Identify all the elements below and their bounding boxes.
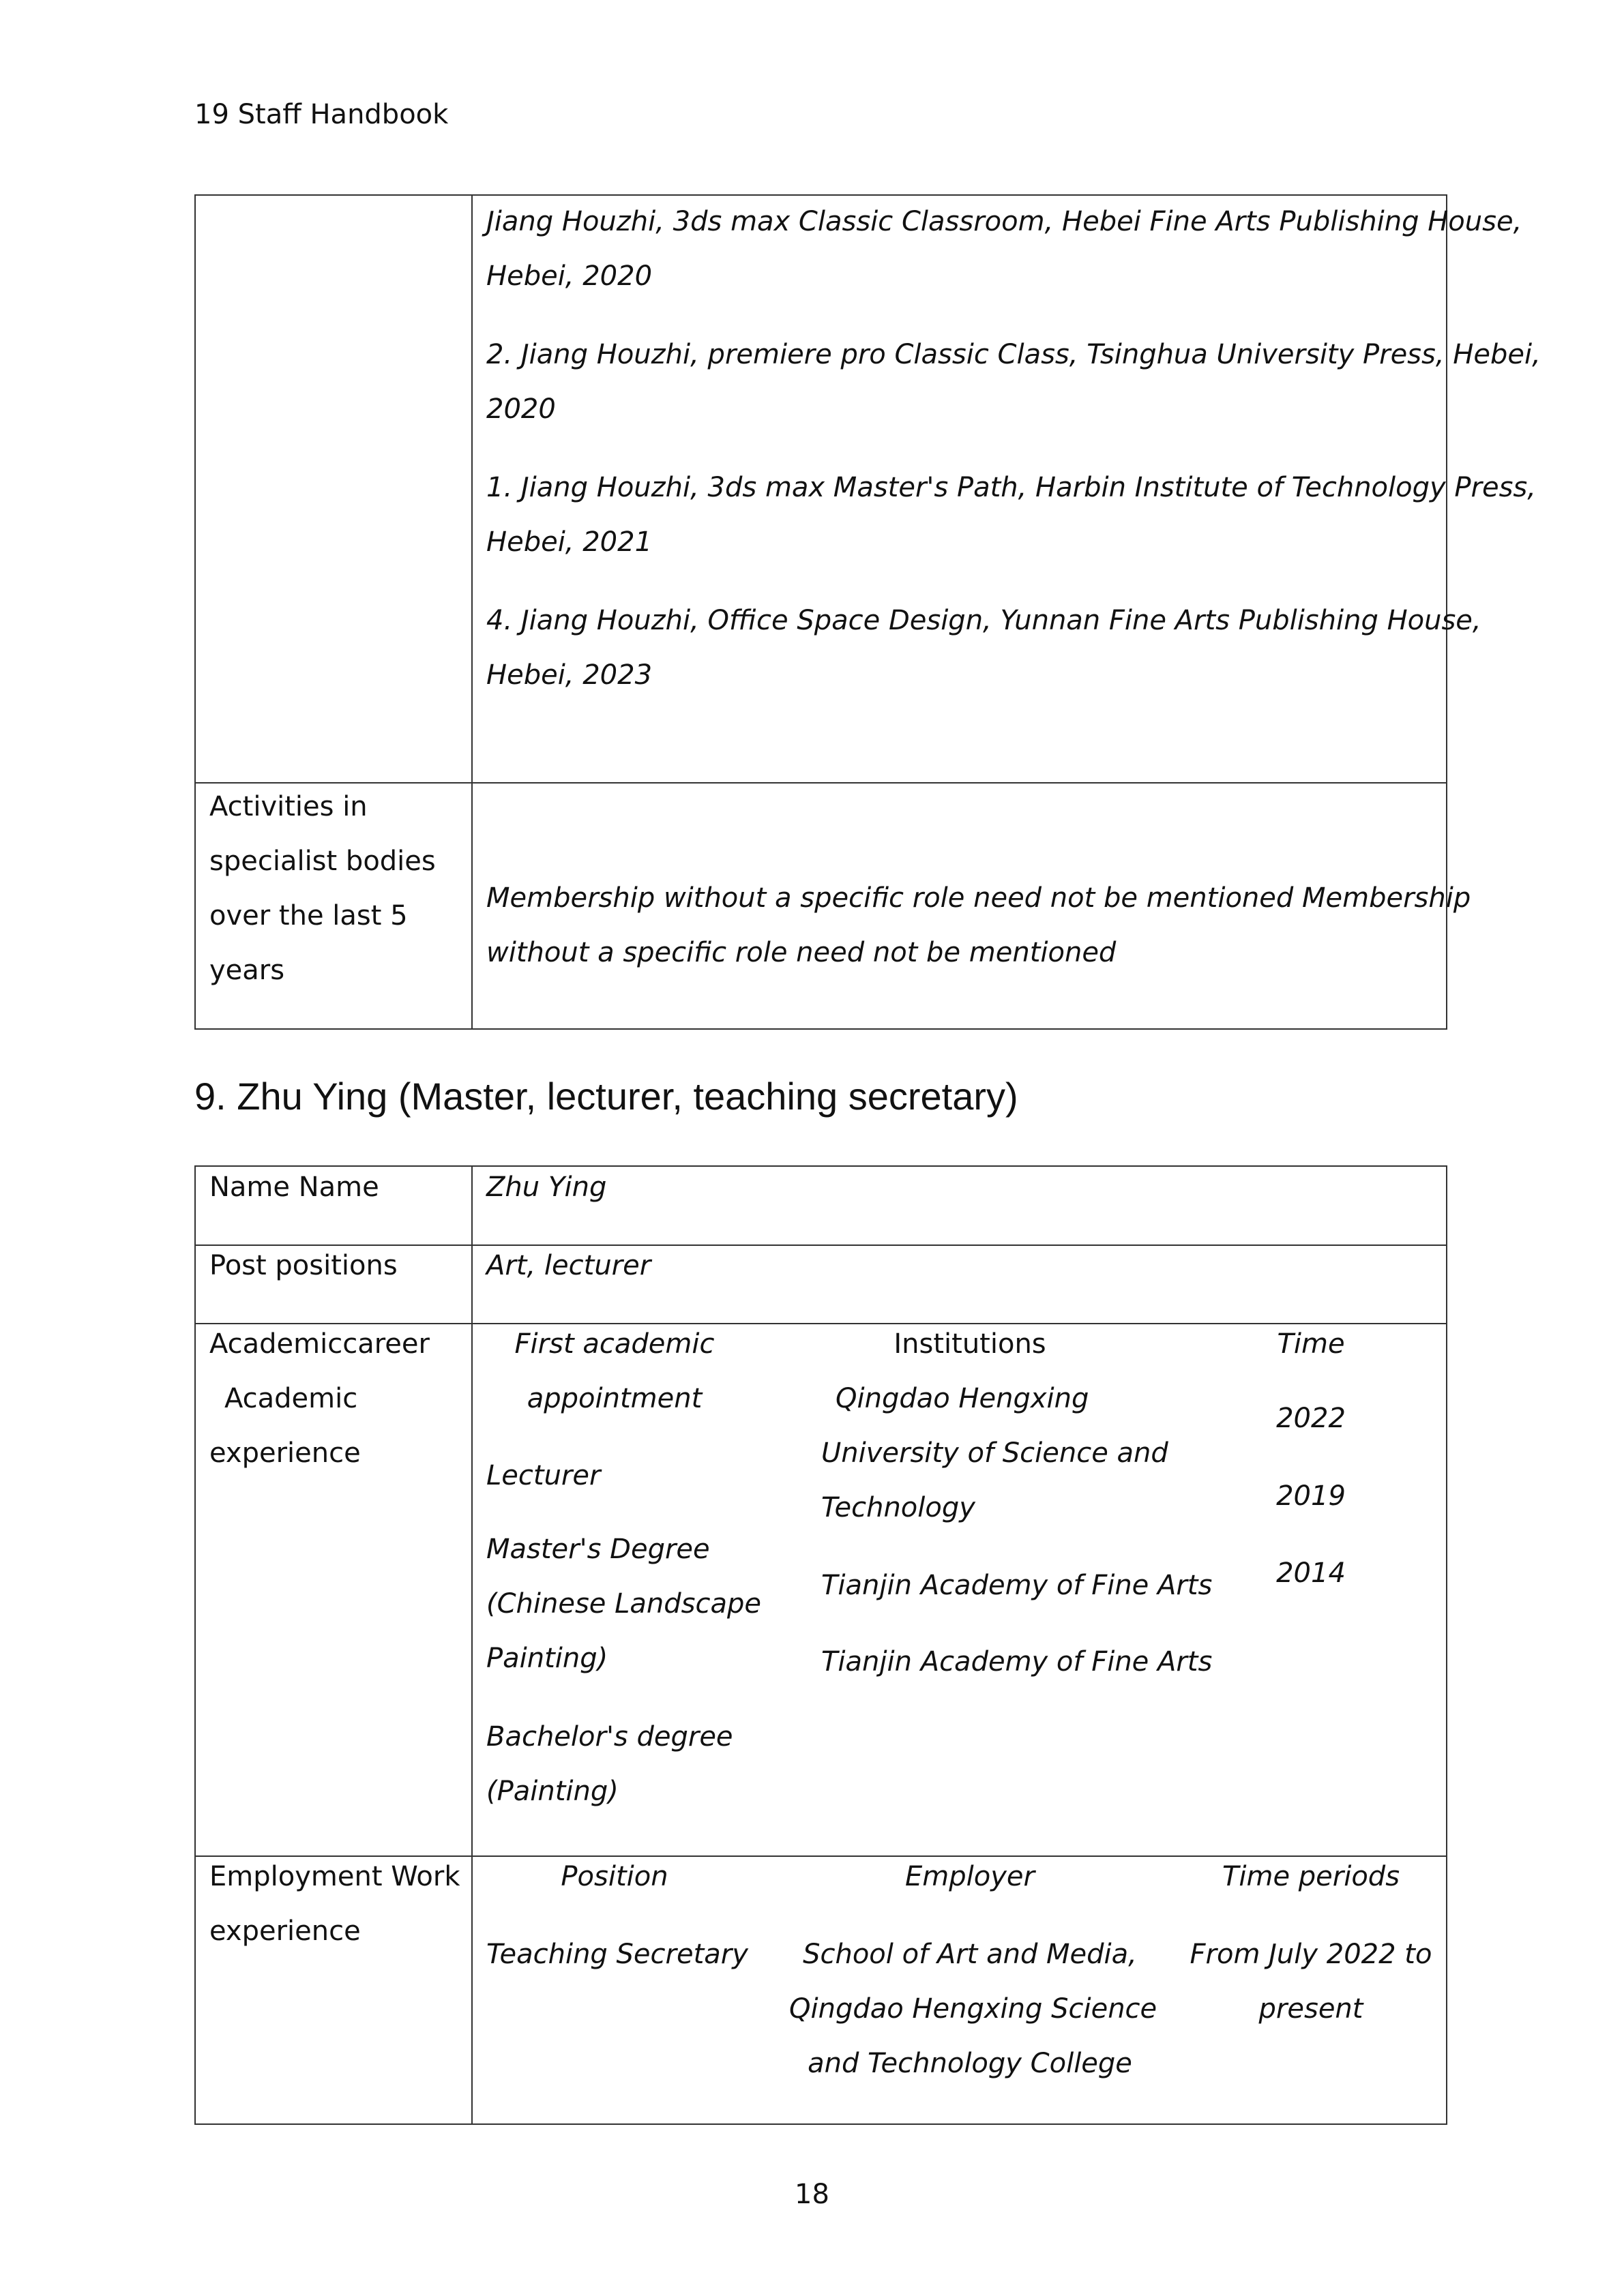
employment-header-position: Position — [561, 1861, 668, 1892]
academic-header-institutions: Institutions — [894, 1328, 1046, 1360]
publications-table — [194, 194, 1541, 1030]
academic-col1-line-3: (Chinese Landscape — [486, 1588, 762, 1620]
academic-col2-line-2: University of Science and — [821, 1437, 1168, 1469]
academic-label-line-3: experience — [209, 1437, 361, 1469]
row-divider — [196, 782, 1446, 784]
academic-col2-line-4: Tianjin Academy of Fine Arts — [821, 1570, 1213, 1601]
academic-header-appointment-line-1: First academic — [514, 1328, 715, 1360]
employment-position: Teaching Secretary — [486, 1939, 748, 1970]
publication-4-line-2: Hebei, 2023 — [486, 659, 653, 691]
academic-col2-line-5: Tianjin Academy of Fine Arts — [821, 1646, 1213, 1678]
employment-period-line-1: From July 2022 to — [1190, 1939, 1432, 1970]
publication-1-line-2: Hebei, 2020 — [486, 260, 653, 292]
academic-label-line-2: Academic — [224, 1383, 358, 1414]
column-divider — [471, 1167, 473, 2123]
employment-employer-line-3: and Technology College — [808, 2048, 1132, 2079]
post-value: Art, lecturer — [486, 1250, 651, 1281]
page-number: 18 — [795, 2179, 829, 2210]
employment-label-line-1: Employment Work — [209, 1861, 460, 1892]
academic-col1-line-6: (Painting) — [486, 1776, 619, 1807]
activities-label-line-3: over the last 5 — [209, 900, 408, 931]
employment-header-period: Time periods — [1222, 1861, 1400, 1892]
academic-col2-line-1: Qingdao Hengxing — [836, 1383, 1089, 1414]
academic-header-time: Time — [1277, 1328, 1345, 1360]
publication-2-line-2: 2020 — [486, 393, 556, 425]
profile-table — [194, 1165, 1447, 2125]
activities-label-line-1: Activities in — [209, 791, 368, 822]
publication-3-line-2: Hebei, 2021 — [486, 526, 653, 558]
publication-2-line-1: 2. Jiang Houzhi, premiere pro Classic Class, Tsinghua University Press, Hebei, — [486, 339, 1541, 370]
employment-period-line-2: present — [1258, 1993, 1363, 2025]
page-header: 19 Staff Handbook — [194, 99, 449, 130]
academic-col3-line-1: 2022 — [1276, 1403, 1346, 1434]
academic-col1-line-4: Painting) — [486, 1643, 608, 1674]
academic-header-appointment-line-2: appointment — [527, 1383, 703, 1414]
publication-1-line-1: Jiang Houzhi, 3ds max Classic Classroom, Hebei Fine Arts Publishing House, — [486, 206, 1522, 237]
activities-label-line-2: specialist bodies — [209, 846, 436, 877]
publication-4-line-1: 4. Jiang Houzhi, Office Space Design, Yunnan Fine Arts Publishing House, — [486, 605, 1481, 636]
name-value: Zhu Ying — [486, 1172, 607, 1203]
employment-header-employer: Employer — [905, 1861, 1035, 1892]
employment-label-line-2: experience — [209, 1915, 361, 1947]
academic-col3-line-2: 2019 — [1276, 1480, 1346, 1512]
academic-col1-line-1: Lecturer — [486, 1460, 601, 1491]
activities-label-line-4: years — [209, 955, 285, 986]
academic-col2-line-3: Technology — [821, 1492, 975, 1523]
section-title: 9. Zhu Ying (Master, lecturer, teaching secretary) — [194, 1075, 1018, 1118]
academic-col1-line-5: Bachelor's degree — [486, 1721, 733, 1753]
post-label: Post positions — [209, 1250, 398, 1281]
column-divider — [471, 196, 473, 1028]
activities-value-line-1: Membership without a specific role need not be mentioned Membership — [486, 882, 1471, 914]
academic-label-line-1: Academiccareer — [209, 1328, 430, 1360]
name-label: Name Name — [209, 1172, 379, 1203]
employment-employer-line-1: School of Art and Media, — [803, 1939, 1137, 1970]
activities-value-line-2: without a specific role need not be mentioned — [486, 937, 1117, 968]
publication-3-line-1: 1. Jiang Houzhi, 3ds max Master's Path, Harbin Institute of Technology Press, — [486, 472, 1536, 503]
academic-col3-line-3: 2014 — [1276, 1557, 1346, 1589]
employment-employer-line-2: Qingdao Hengxing Science — [789, 1993, 1157, 2025]
academic-col1-line-2: Master's Degree — [486, 1534, 710, 1565]
